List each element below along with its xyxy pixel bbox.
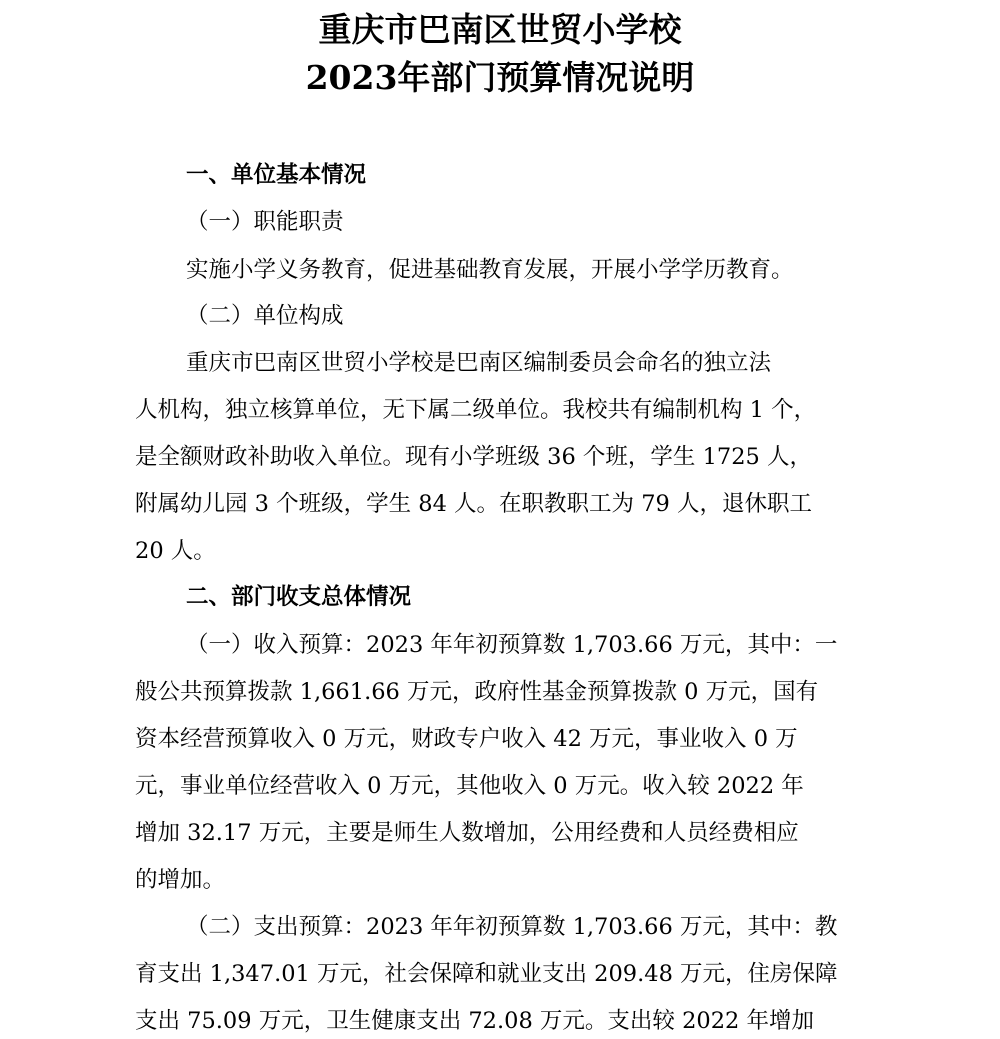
- income-text-line: 资本经营预算收入 0 万元，财政专户收入 42 万元，事业收入 0 万: [135, 726, 798, 752]
- income-text-line: 的增加。: [135, 867, 226, 893]
- income-text-line: 增加 32.17 万元，主要是师生人数增加，公用经费和人员经费相应: [135, 820, 799, 846]
- income-text-line: 般公共预算拨款 1,661.66 万元，政府性基金预算拨款 0 万元，国有: [135, 679, 819, 705]
- duties-text: 实施小学义务教育，促进基础教育发展，开展小学学历教育。: [186, 257, 794, 283]
- expense-text-line: （二）支出预算：2023 年年初预算数 1,703.66 万元，其中：教: [186, 914, 838, 940]
- document-title-line-2: 2023年部门预算情况说明: [305, 58, 695, 97]
- composition-text-line: 附属幼儿园 3 个班级，学生 84 人。在职教职工为 79 人，退休职工: [135, 491, 812, 517]
- expense-text-line: 育支出 1,347.01 万元，社会保障和就业支出 209.48 万元，住房保障: [135, 961, 838, 987]
- expense-text-line: 支出 75.09 万元，卫生健康支出 72.08 万元。支出较 2022 年增加: [135, 1008, 814, 1034]
- income-text-line: 元，事业单位经营收入 0 万元，其他收入 0 万元。收入较 2022 年: [135, 773, 804, 799]
- composition-text-line: 重庆市巴南区世贸小学校是巴南区编制委员会命名的独立法: [186, 350, 772, 376]
- document-title-line-1: 重庆市巴南区世贸小学校: [318, 10, 682, 49]
- subsection-composition-heading: （二）单位构成: [186, 303, 344, 329]
- composition-text-line: 是全额财政补助收入单位。现有小学班级 36 个班，学生 1725 人，: [135, 444, 813, 470]
- income-text-line: （一）收入预算：2023 年年初预算数 1,703.66 万元，其中：一: [186, 632, 838, 658]
- subsection-duties-heading: （一）职能职责: [186, 209, 344, 235]
- section-2-heading: 二、部门收支总体情况: [186, 584, 412, 610]
- composition-text-line: 人机构，独立核算单位，无下属二级单位。我校共有编制机构 1 个，: [135, 397, 817, 423]
- section-1-heading: 一、单位基本情况: [186, 162, 367, 188]
- composition-text-line: 20 人。: [135, 538, 216, 564]
